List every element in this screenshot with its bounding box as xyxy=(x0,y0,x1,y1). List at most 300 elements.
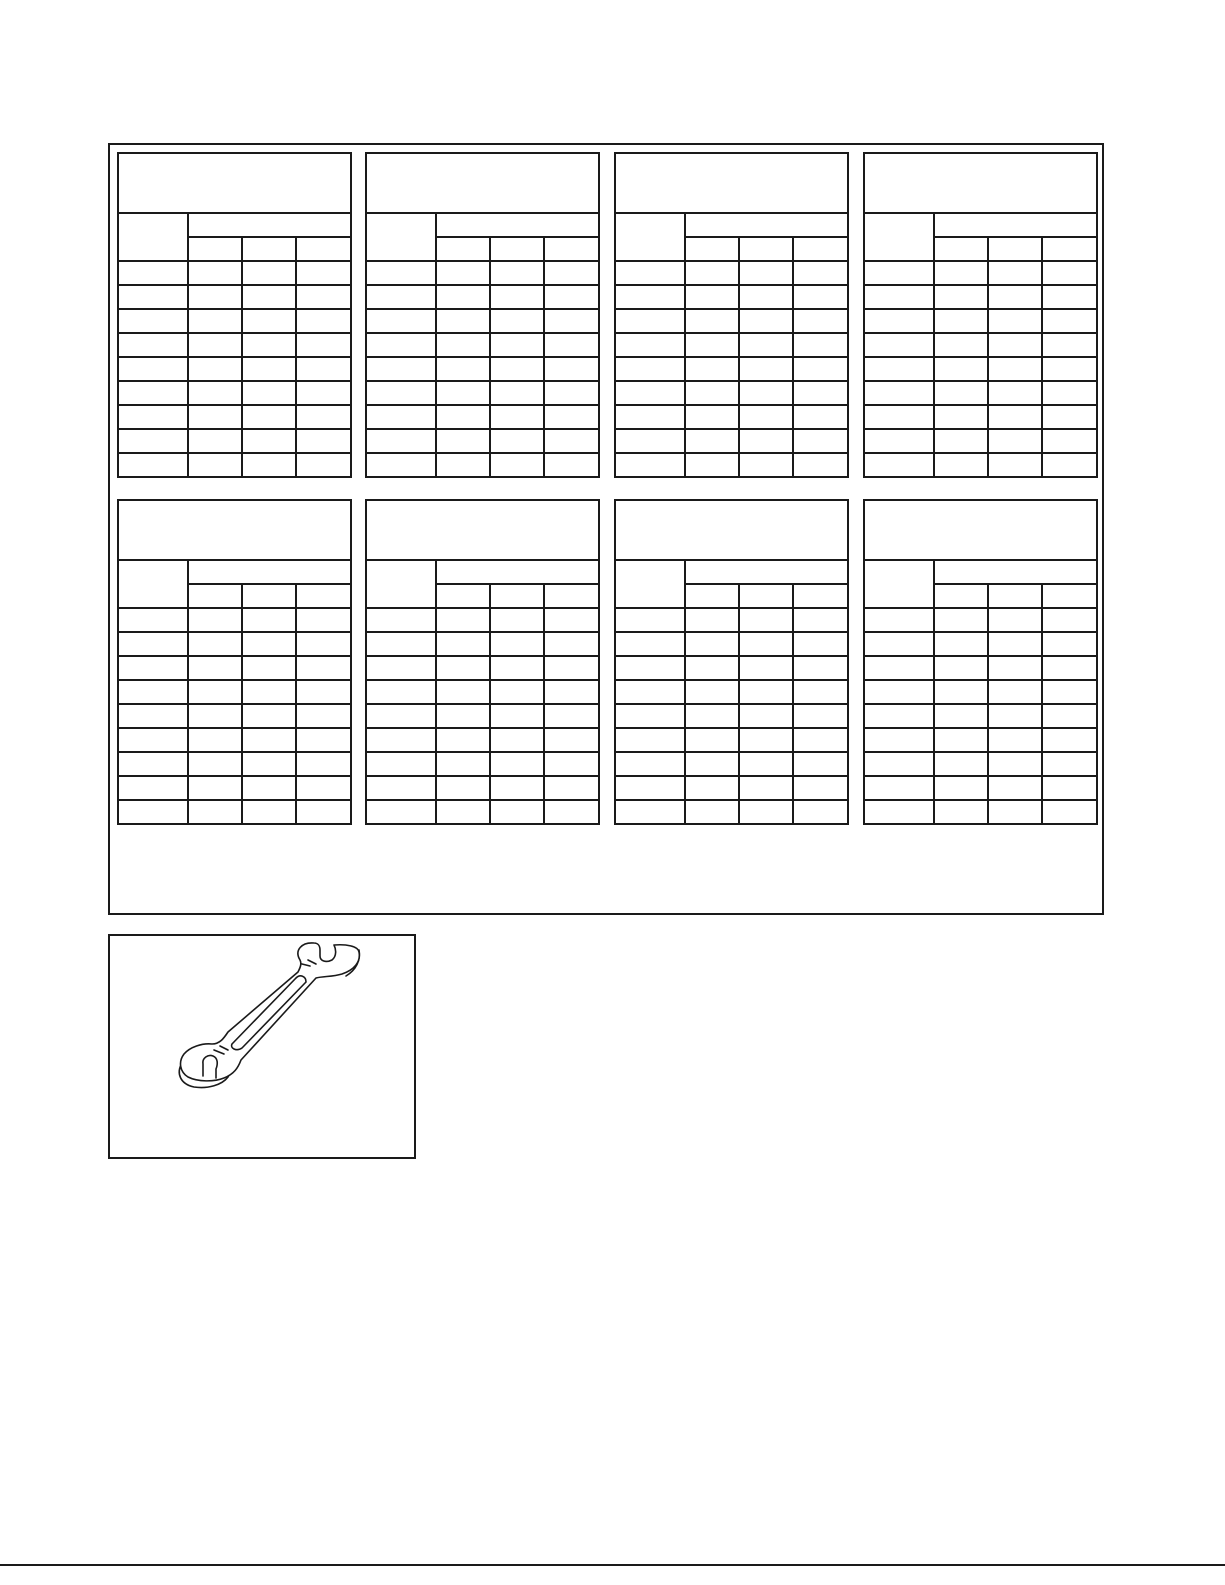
table-cell xyxy=(739,632,793,656)
table-cell xyxy=(296,800,351,824)
table-cell xyxy=(490,333,544,357)
table-row xyxy=(615,453,848,477)
table-cell xyxy=(685,608,739,632)
table-cell xyxy=(615,680,685,704)
table-cell xyxy=(544,333,599,357)
torque-table xyxy=(614,499,849,825)
table-cell xyxy=(296,381,351,405)
table-cell xyxy=(934,680,988,704)
table-row xyxy=(864,261,1097,285)
table-row xyxy=(864,381,1097,405)
table-cell xyxy=(242,752,296,776)
unit-label xyxy=(739,237,793,261)
table-cell xyxy=(366,261,436,285)
table-cell xyxy=(242,333,296,357)
table-cell xyxy=(1042,752,1097,776)
row-header-label xyxy=(864,213,934,261)
table-cell xyxy=(188,776,242,800)
table-cell xyxy=(615,429,685,453)
table-cell xyxy=(296,680,351,704)
table-row xyxy=(615,381,848,405)
table-cell xyxy=(490,405,544,429)
table-cell xyxy=(242,453,296,477)
table-cell xyxy=(1042,776,1097,800)
table-cell xyxy=(739,333,793,357)
table-row xyxy=(366,752,599,776)
table-row xyxy=(366,800,599,824)
table-cell xyxy=(685,632,739,656)
table-cell xyxy=(188,357,242,381)
table-cell xyxy=(934,704,988,728)
table-row xyxy=(615,752,848,776)
table-cell xyxy=(685,333,739,357)
table-row xyxy=(366,728,599,752)
row-header-label xyxy=(864,560,934,608)
table-cell xyxy=(864,405,934,429)
table-cell xyxy=(615,608,685,632)
table-row xyxy=(118,752,351,776)
table-row xyxy=(366,608,599,632)
table-row xyxy=(864,405,1097,429)
torque-table xyxy=(365,499,600,825)
table-cell xyxy=(118,800,188,824)
table-cell xyxy=(685,704,739,728)
table-cell xyxy=(118,285,188,309)
table-cell xyxy=(242,632,296,656)
table-cell xyxy=(436,381,490,405)
table-cell xyxy=(615,728,685,752)
unit-label xyxy=(490,237,544,261)
table-row xyxy=(615,309,848,333)
table-cell xyxy=(685,285,739,309)
table-title xyxy=(118,153,351,213)
table-cell xyxy=(296,357,351,381)
unit-label xyxy=(793,584,848,608)
table-cell xyxy=(793,381,848,405)
table-cell xyxy=(436,728,490,752)
table-cell xyxy=(685,429,739,453)
table-row xyxy=(366,429,599,453)
unit-label xyxy=(685,584,739,608)
table-cell xyxy=(544,453,599,477)
table-cell xyxy=(296,728,351,752)
table-cell xyxy=(490,656,544,680)
table-cell xyxy=(685,381,739,405)
unit-label xyxy=(1042,237,1097,261)
table-cell xyxy=(366,453,436,477)
table-cell xyxy=(188,333,242,357)
column-group-label xyxy=(436,560,599,584)
table-row xyxy=(118,680,351,704)
table-cell xyxy=(436,285,490,309)
table-cell xyxy=(615,632,685,656)
table-cell xyxy=(793,680,848,704)
table-cell xyxy=(490,261,544,285)
table-cell xyxy=(188,656,242,680)
table-cell xyxy=(1042,800,1097,824)
table-cell xyxy=(118,656,188,680)
table-cell xyxy=(188,261,242,285)
table-row xyxy=(615,680,848,704)
table-cell xyxy=(739,285,793,309)
table-cell xyxy=(739,656,793,680)
table-cell xyxy=(934,309,988,333)
unit-label xyxy=(242,237,296,261)
table-cell xyxy=(615,453,685,477)
table-row xyxy=(615,405,848,429)
table-cell xyxy=(436,453,490,477)
table-cell xyxy=(366,752,436,776)
table-row xyxy=(615,261,848,285)
table-cell xyxy=(1042,704,1097,728)
table-row xyxy=(118,800,351,824)
table-title xyxy=(615,500,848,560)
wrench-icon xyxy=(110,936,414,1157)
table-cell xyxy=(934,333,988,357)
table-cell xyxy=(864,285,934,309)
table-cell xyxy=(296,608,351,632)
table-cell xyxy=(685,405,739,429)
table-cell xyxy=(490,453,544,477)
unit-label xyxy=(188,237,242,261)
table-title xyxy=(366,500,599,560)
table-row xyxy=(118,656,351,680)
table-row xyxy=(615,632,848,656)
table-cell xyxy=(988,261,1042,285)
table-cell xyxy=(793,728,848,752)
table-cell xyxy=(188,453,242,477)
unit-label xyxy=(242,584,296,608)
table-cell xyxy=(793,752,848,776)
unit-label xyxy=(739,584,793,608)
table-cell xyxy=(118,381,188,405)
unit-label xyxy=(988,237,1042,261)
table-cell xyxy=(296,333,351,357)
table-cell xyxy=(615,656,685,680)
table-cell xyxy=(864,333,934,357)
table-cell xyxy=(296,309,351,333)
table-cell xyxy=(490,776,544,800)
table-cell xyxy=(366,608,436,632)
table-cell xyxy=(988,429,1042,453)
torque-table xyxy=(117,499,352,825)
table-cell xyxy=(793,632,848,656)
table-row xyxy=(118,429,351,453)
table-row xyxy=(118,381,351,405)
table-row xyxy=(864,429,1097,453)
table-cell xyxy=(436,608,490,632)
unit-label xyxy=(1042,584,1097,608)
table-cell xyxy=(1042,680,1097,704)
table-cell xyxy=(793,333,848,357)
table-cell xyxy=(118,680,188,704)
table-row xyxy=(864,656,1097,680)
table-row xyxy=(118,776,351,800)
unit-label xyxy=(296,584,351,608)
table-title xyxy=(864,500,1097,560)
table-cell xyxy=(793,800,848,824)
table-cell xyxy=(739,429,793,453)
unit-label xyxy=(436,237,490,261)
table-cell xyxy=(242,381,296,405)
table-cell xyxy=(436,656,490,680)
table-cell xyxy=(118,309,188,333)
table-cell xyxy=(490,800,544,824)
table-cell xyxy=(436,357,490,381)
table-cell xyxy=(1042,381,1097,405)
table-cell xyxy=(934,608,988,632)
table-cell xyxy=(544,752,599,776)
table-cell xyxy=(544,608,599,632)
table-row xyxy=(118,632,351,656)
table-row xyxy=(615,728,848,752)
table-cell xyxy=(544,776,599,800)
table-row xyxy=(118,728,351,752)
table-cell xyxy=(988,800,1042,824)
table-cell xyxy=(544,405,599,429)
table-cell xyxy=(242,357,296,381)
table-cell xyxy=(366,632,436,656)
table-cell xyxy=(934,357,988,381)
table-cell xyxy=(864,800,934,824)
table-cell xyxy=(118,405,188,429)
table-cell xyxy=(436,776,490,800)
table-cell xyxy=(615,261,685,285)
table-cell xyxy=(490,632,544,656)
table-row xyxy=(366,285,599,309)
table-cell xyxy=(242,776,296,800)
table-cell xyxy=(739,309,793,333)
table-cell xyxy=(366,680,436,704)
table-cell xyxy=(988,285,1042,309)
special-tool-frame xyxy=(108,934,416,1159)
table-cell xyxy=(242,608,296,632)
table-cell xyxy=(685,309,739,333)
table-cell xyxy=(1042,357,1097,381)
table-cell xyxy=(739,261,793,285)
table-cell xyxy=(118,632,188,656)
table-cell xyxy=(793,704,848,728)
table-cell xyxy=(1042,453,1097,477)
table-cell xyxy=(615,776,685,800)
table-title xyxy=(366,153,599,213)
table-cell xyxy=(242,429,296,453)
table-cell xyxy=(988,752,1042,776)
table-title xyxy=(615,153,848,213)
table-cell xyxy=(296,453,351,477)
row-header-label xyxy=(615,560,685,608)
torque-table xyxy=(614,152,849,478)
table-row xyxy=(615,333,848,357)
table-cell xyxy=(793,309,848,333)
table-row xyxy=(864,453,1097,477)
table-row xyxy=(118,704,351,728)
table-cell xyxy=(366,381,436,405)
table-cell xyxy=(988,453,1042,477)
table-row xyxy=(864,285,1097,309)
table-cell xyxy=(934,381,988,405)
table-row xyxy=(864,680,1097,704)
table-cell xyxy=(242,704,296,728)
table-cell xyxy=(118,261,188,285)
table-cell xyxy=(739,752,793,776)
table-cell xyxy=(118,333,188,357)
table-cell xyxy=(188,405,242,429)
table-cell xyxy=(1042,309,1097,333)
table-cell xyxy=(793,608,848,632)
table-cell xyxy=(793,285,848,309)
table-cell xyxy=(864,357,934,381)
row-header-label xyxy=(118,560,188,608)
table-cell xyxy=(864,776,934,800)
table-cell xyxy=(864,261,934,285)
table-cell xyxy=(615,405,685,429)
column-group-label xyxy=(188,213,351,237)
table-row xyxy=(615,608,848,632)
table-row xyxy=(118,285,351,309)
table-cell xyxy=(685,357,739,381)
table-cell xyxy=(988,333,1042,357)
table-cell xyxy=(793,776,848,800)
unit-label xyxy=(988,584,1042,608)
table-cell xyxy=(188,728,242,752)
table-cell xyxy=(118,728,188,752)
table-cell xyxy=(615,333,685,357)
table-row xyxy=(615,285,848,309)
table-cell xyxy=(793,429,848,453)
table-cell xyxy=(296,429,351,453)
table-cell xyxy=(366,776,436,800)
table-cell xyxy=(739,453,793,477)
torque-table xyxy=(863,499,1098,825)
table-cell xyxy=(242,656,296,680)
table-row xyxy=(118,309,351,333)
table-cell xyxy=(296,776,351,800)
table-row xyxy=(864,728,1097,752)
table-cell xyxy=(685,800,739,824)
table-row xyxy=(615,776,848,800)
table-cell xyxy=(864,608,934,632)
table-cell xyxy=(490,285,544,309)
table-row xyxy=(864,333,1097,357)
torque-specifications-frame xyxy=(108,143,1104,915)
table-cell xyxy=(296,752,351,776)
table-row xyxy=(366,656,599,680)
table-cell xyxy=(934,752,988,776)
table-cell xyxy=(544,261,599,285)
table-cell xyxy=(436,309,490,333)
table-cell xyxy=(739,381,793,405)
unit-label xyxy=(685,237,739,261)
table-cell xyxy=(544,309,599,333)
column-group-label xyxy=(436,213,599,237)
table-cell xyxy=(685,656,739,680)
table-cell xyxy=(366,656,436,680)
table-cell xyxy=(988,357,1042,381)
table-cell xyxy=(544,381,599,405)
row-header-label xyxy=(118,213,188,261)
table-row xyxy=(118,608,351,632)
table-row xyxy=(864,357,1097,381)
table-cell xyxy=(544,680,599,704)
table-cell xyxy=(296,704,351,728)
table-cell xyxy=(864,704,934,728)
table-cell xyxy=(188,608,242,632)
table-cell xyxy=(793,405,848,429)
table-cell xyxy=(366,357,436,381)
table-cell xyxy=(988,776,1042,800)
table-cell xyxy=(242,309,296,333)
table-cell xyxy=(436,429,490,453)
page-bottom-rule xyxy=(0,1564,1225,1566)
table-cell xyxy=(988,381,1042,405)
table-cell xyxy=(544,357,599,381)
table-cell xyxy=(1042,728,1097,752)
table-cell xyxy=(864,453,934,477)
column-group-label xyxy=(685,213,848,237)
table-cell xyxy=(934,453,988,477)
table-cell xyxy=(864,752,934,776)
table-cell xyxy=(864,728,934,752)
table-cell xyxy=(118,704,188,728)
table-cell xyxy=(1042,429,1097,453)
unit-label xyxy=(188,584,242,608)
table-row xyxy=(615,357,848,381)
table-cell xyxy=(615,285,685,309)
table-cell xyxy=(188,752,242,776)
table-row xyxy=(366,632,599,656)
table-cell xyxy=(615,800,685,824)
table-cell xyxy=(988,632,1042,656)
table-cell xyxy=(739,704,793,728)
table-row xyxy=(118,453,351,477)
table-row xyxy=(615,704,848,728)
table-cell xyxy=(615,381,685,405)
table-cell xyxy=(1042,261,1097,285)
table-cell xyxy=(739,680,793,704)
table-cell xyxy=(118,752,188,776)
table-row xyxy=(864,309,1097,333)
table-cell xyxy=(366,429,436,453)
table-row xyxy=(864,800,1097,824)
table-cell xyxy=(864,309,934,333)
table-cell xyxy=(934,405,988,429)
table-cell xyxy=(1042,405,1097,429)
table-title xyxy=(118,500,351,560)
table-row xyxy=(366,704,599,728)
table-cell xyxy=(934,261,988,285)
table-row xyxy=(118,333,351,357)
table-row xyxy=(366,453,599,477)
table-cell xyxy=(436,333,490,357)
table-cell xyxy=(739,800,793,824)
table-row xyxy=(366,333,599,357)
table-cell xyxy=(1042,333,1097,357)
table-row xyxy=(864,608,1097,632)
table-row xyxy=(366,776,599,800)
table-cell xyxy=(1042,285,1097,309)
table-cell xyxy=(934,632,988,656)
table-cell xyxy=(864,680,934,704)
table-cell xyxy=(296,405,351,429)
unit-label xyxy=(436,584,490,608)
table-cell xyxy=(118,776,188,800)
table-cell xyxy=(296,656,351,680)
table-cell xyxy=(988,704,1042,728)
table-cell xyxy=(934,728,988,752)
table-cell xyxy=(544,800,599,824)
table-cell xyxy=(1042,608,1097,632)
